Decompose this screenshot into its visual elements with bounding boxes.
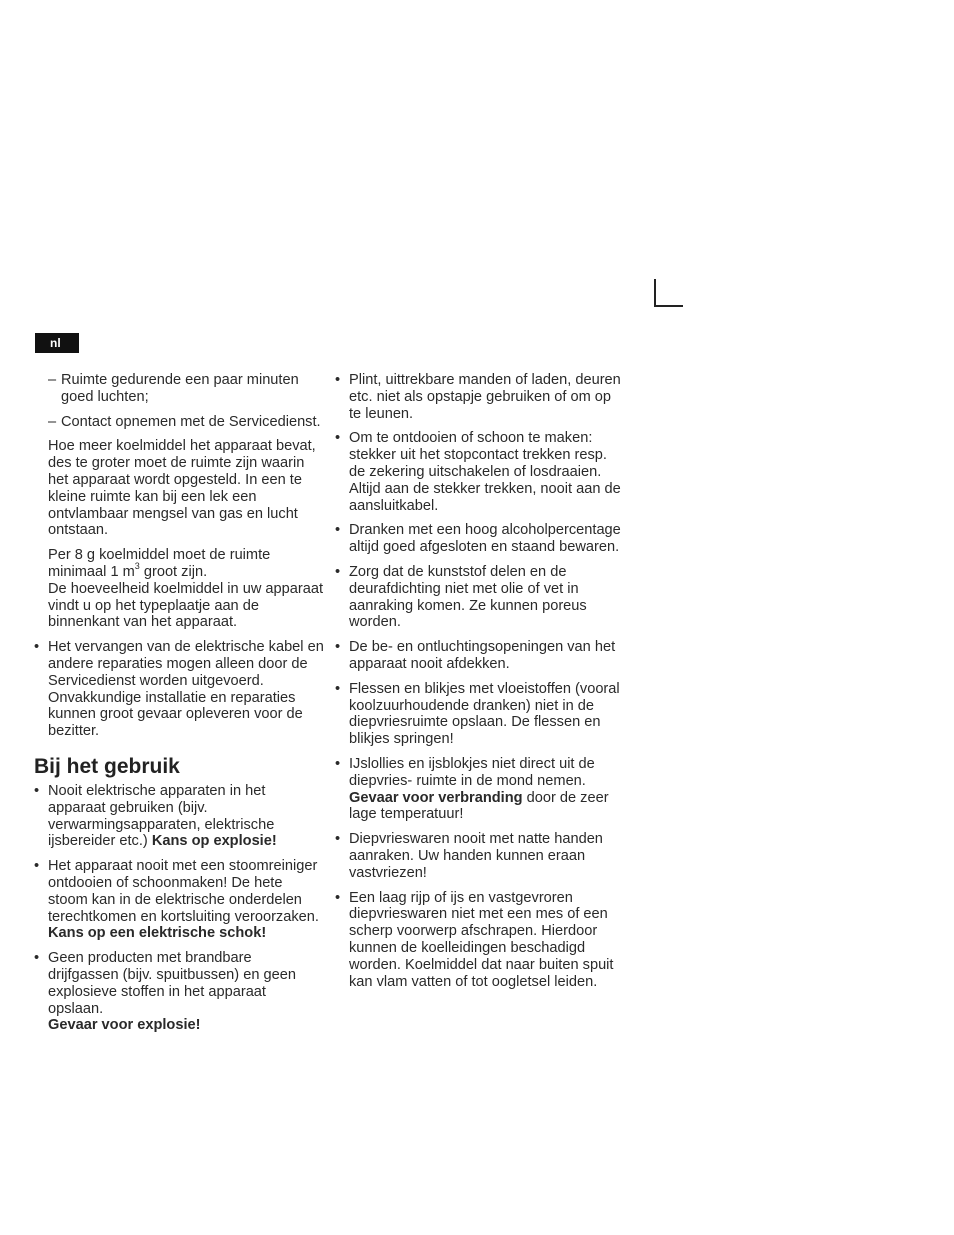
bullet-mark: • [335,639,341,656]
list-item [335,372,625,422]
warning-text: Gevaar voor verbranding [349,789,523,806]
dash-item-text: Contact opnemen met de Servicedienst. [61,413,321,430]
list-item-text: Het vervangen van de elektrische kabel en andere reparaties mogen alleen door de Servicedienst worden uitgevoerd. Onvakkundige installatie en reparaties kunnen groot gevaar opleveren voor de bezitter. [48,639,324,740]
list-item-extra-text: Altijd aan de stekker trekken, nooit aan de aansluitkabel. [349,480,621,514]
list-item [335,564,625,631]
crop-mark-horizontal [654,305,683,307]
list-item [34,950,324,1034]
dash-item [34,414,324,431]
list-item-text: Plint, uittrekbare manden of laden, deuren etc. niet als opstapje gebruiken of om op te leunen. [349,372,621,422]
bullet-mark: • [335,680,341,697]
bullet-mark: • [34,858,40,875]
bullet-mark: • [335,831,341,848]
warning-text: Gevaar voor explosie! [48,1017,201,1034]
room-size-rest: De hoeveelheid koelmiddel in uw apparaat vindt u op het typeplaatje aan de binnenkant van het apparaat. [48,580,324,631]
left-column [34,372,324,1042]
list-item [34,639,324,740]
list-item-text: Om te ontdooien of schoon te maken: stekker uit het stopcontact trekken resp. de zekering uitschakelen of losdraaien. [349,430,607,480]
dash-mark: – [48,372,57,388]
list-item [335,522,625,556]
list-item [335,756,625,823]
list-item [335,681,625,748]
list-item-text: Diepvrieswaren nooit met natte handen aanraken. Uw handen kunnen eraan vastvriezen! [349,831,603,881]
warning-text: Kans op een elektrische schok! [48,925,267,942]
bullet-mark: • [335,563,341,580]
room-size-paragraph [34,547,324,631]
bullet-mark: • [335,430,341,447]
list-item-text: Het apparaat nooit met een stoomreiniger ontdooien of schoonmaken! De hete stoom kan in de elektrische onderdelen terechtkomen en kortsluiting veroorzaken. [48,858,319,925]
crop-mark-vertical [654,279,656,306]
bullet-mark: • [335,372,341,388]
right-column [335,372,625,998]
bullet-mark: • [34,950,40,967]
list-item [335,430,625,514]
refrigerant-paragraph: Hoe meer koelmiddel het apparaat bevat, des te groter moet de ruimte zijn waarin het apparaat wordt opgesteld. In een te kleine ruimte kan bij een lek een ontvlambaar mengsel van gas en lucht ontstaan. [48,438,316,539]
dash-mark: – [48,413,57,430]
list-item-text: Geen producten met brandbare drijfgassen (bijv. spuitbussen) en geen explosieve stoffen in het apparaat opslaan. [48,950,296,1017]
list-item [34,858,324,942]
bullet-mark: • [335,522,341,539]
list-item-after-text: door de zeer lage temperatuur! [349,789,609,823]
list-item-text: Flessen en blikjes met vloeistoffen (vooral koolzuurhoudende dranken) niet in de diepvriesruimte opslaan. De flessen en blikjes springen! [349,680,620,748]
dash-item [34,372,324,406]
room-size-line2-pre: minimaal 1 m [48,563,135,580]
list-item [335,639,625,673]
bullet-mark: • [335,755,341,772]
list-item-text: Zorg dat de kunststof delen en de deurafdichting niet met olie of vet in aanraking komen. Ze kunnen poreus worden. [349,563,587,631]
language-badge: nl [35,333,79,353]
list-item-text: Dranken met een hoog alcoholpercentage altijd goed afgesloten en staand bewaren. [349,522,621,556]
bullet-mark: • [34,782,40,799]
list-item [335,831,625,881]
list-item-text: Een laag rijp of ijs en vastgevroren diepvrieswaren niet met een mes of een scherp voorwerp afschrapen. Hierdoor kunnen de koelleidingen beschadigd worden. Koelmiddel dat naar buiten spuit kan vlam vatten of tot oogletsel leiden. [349,889,614,990]
list-item [34,783,324,850]
bullet-mark: • [34,639,40,656]
room-size-line2-post: groot zijn. [139,563,208,580]
dash-item-text: Ruimte gedurende een paar minuten goed luchten; [61,372,299,405]
list-item-text: Nooit elektrische apparaten in het apparaat gebruiken (bijv. verwarmingsapparaten, elektrische ijsbereider etc.) [48,782,275,850]
bullet-mark: • [335,889,341,906]
superscript: 3 [134,561,140,572]
list-item [335,890,625,991]
list-item-text: De be- en ontluchtingsopeningen van het apparaat nooit afdekken. [349,639,616,672]
warning-text: Kans op explosie! [151,833,277,850]
room-size-line1: Per 8 g koelmiddel moet de ruimte [48,547,271,564]
list-item-text: IJslollies en ijsblokjes niet direct uit de diepvries- ruimte in de mond nemen. [349,755,595,789]
section-title: Bij het gebruik [34,754,180,778]
